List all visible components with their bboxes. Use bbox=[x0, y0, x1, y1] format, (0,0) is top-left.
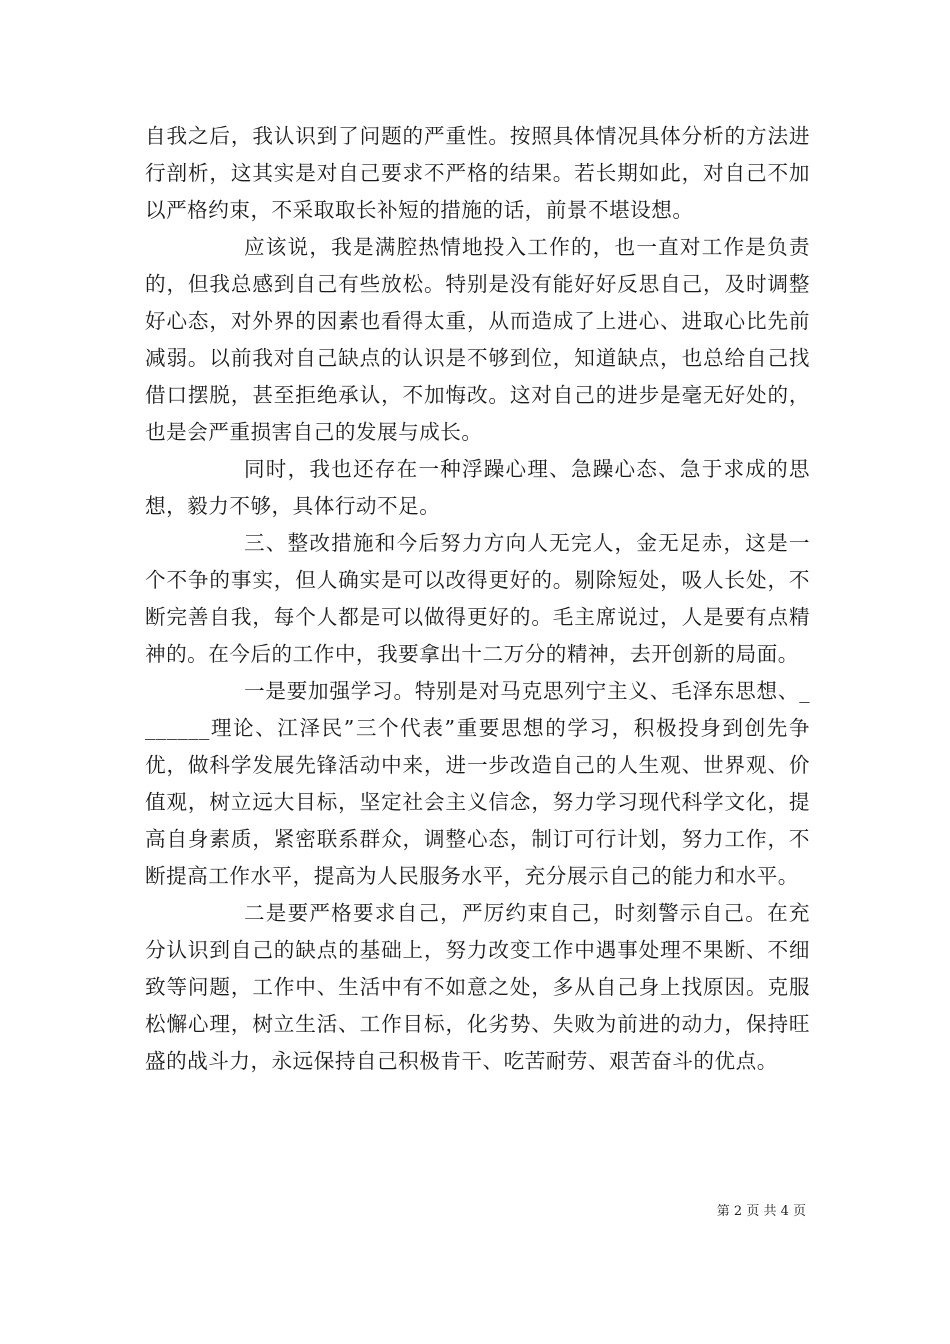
paragraph-self-reflection: 应该说，我是满腔热情地投入工作的，也一直对工作是负责的，但我总感到自己有些放松。特别是没有能好好反思自己，及时调整好心态，对外界的因素也看得太重，从而造成了上进心、进取心比先前减弱。以前我对自己缺点的认识是不够到位，知道缺点，也总给自己找借口摆脱，甚至拒绝承认，不加悔改。这对自己的进步是毫无好处的，也是会严重损害自己的发展与成长。 bbox=[145, 235, 810, 444]
paragraph-rectification-heading: 三、整改措施和今后努力方向人无完人，金无足赤，这是一个不争的事实，但人确实是可以改得更好的。剔除短处，吸人长处，不断完善自我，每个人都是可以做得更好的。毛主席说过，人是要有点精神的。在今后的工作中，我要拿出十二万分的精神，去开创新的局面。 bbox=[145, 531, 810, 666]
paragraph-strengthen-study: 一是要加强学习。特别是对马克思列宁主义、毛泽东思想、_______理论、江泽民”三个代表”重要思想的学习，积极投身到创先争优，做科学发展先锋活动中来，进一步改造自己的人生观、世界观、价值观，树立远大目标，坚定社会主义信念，努力学习现代科学文化，提高自身素质，紧密联系群众，调整心态，制订可行计划，努力工作，不断提高工作水平，提高为人民服务水平，充分展示自己的能力和水平。 bbox=[145, 679, 810, 888]
paragraph-impatience: 同时，我也还存在一种浮躁心理、急躁心态、急于求成的思想，毅力不够，具体行动不足。 bbox=[145, 457, 810, 518]
page-number: 第 2 页 共 4 页 bbox=[716, 1204, 806, 1219]
paragraph-continuation: 自我之后，我认识到了问题的严重性。按照具体情况具体分析的方法进行剖析，这其实是对自己要求不严格的结果。若长期如此，对自己不加以严格约束，不采取取长补短的措施的话，前景不堪设想。 bbox=[145, 124, 810, 222]
paragraph-strict-self-discipline: 二是要严格要求自己，严厉约束自己，时刻警示自己。在充分认识到自己的缺点的基础上，努力改变工作中遇事处理不果断、不细致等问题，工作中、生活中有不如意之处，多从自己身上找原因。克服松懈心理，树立生活、工作目标，化劣势、失败为前进的动力，保持旺盛的战斗力，永远保持自己积极肯干、吃苦耐劳、艰苦奋斗的优点。 bbox=[145, 901, 810, 1073]
document-body bbox=[145, 118, 810, 1080]
